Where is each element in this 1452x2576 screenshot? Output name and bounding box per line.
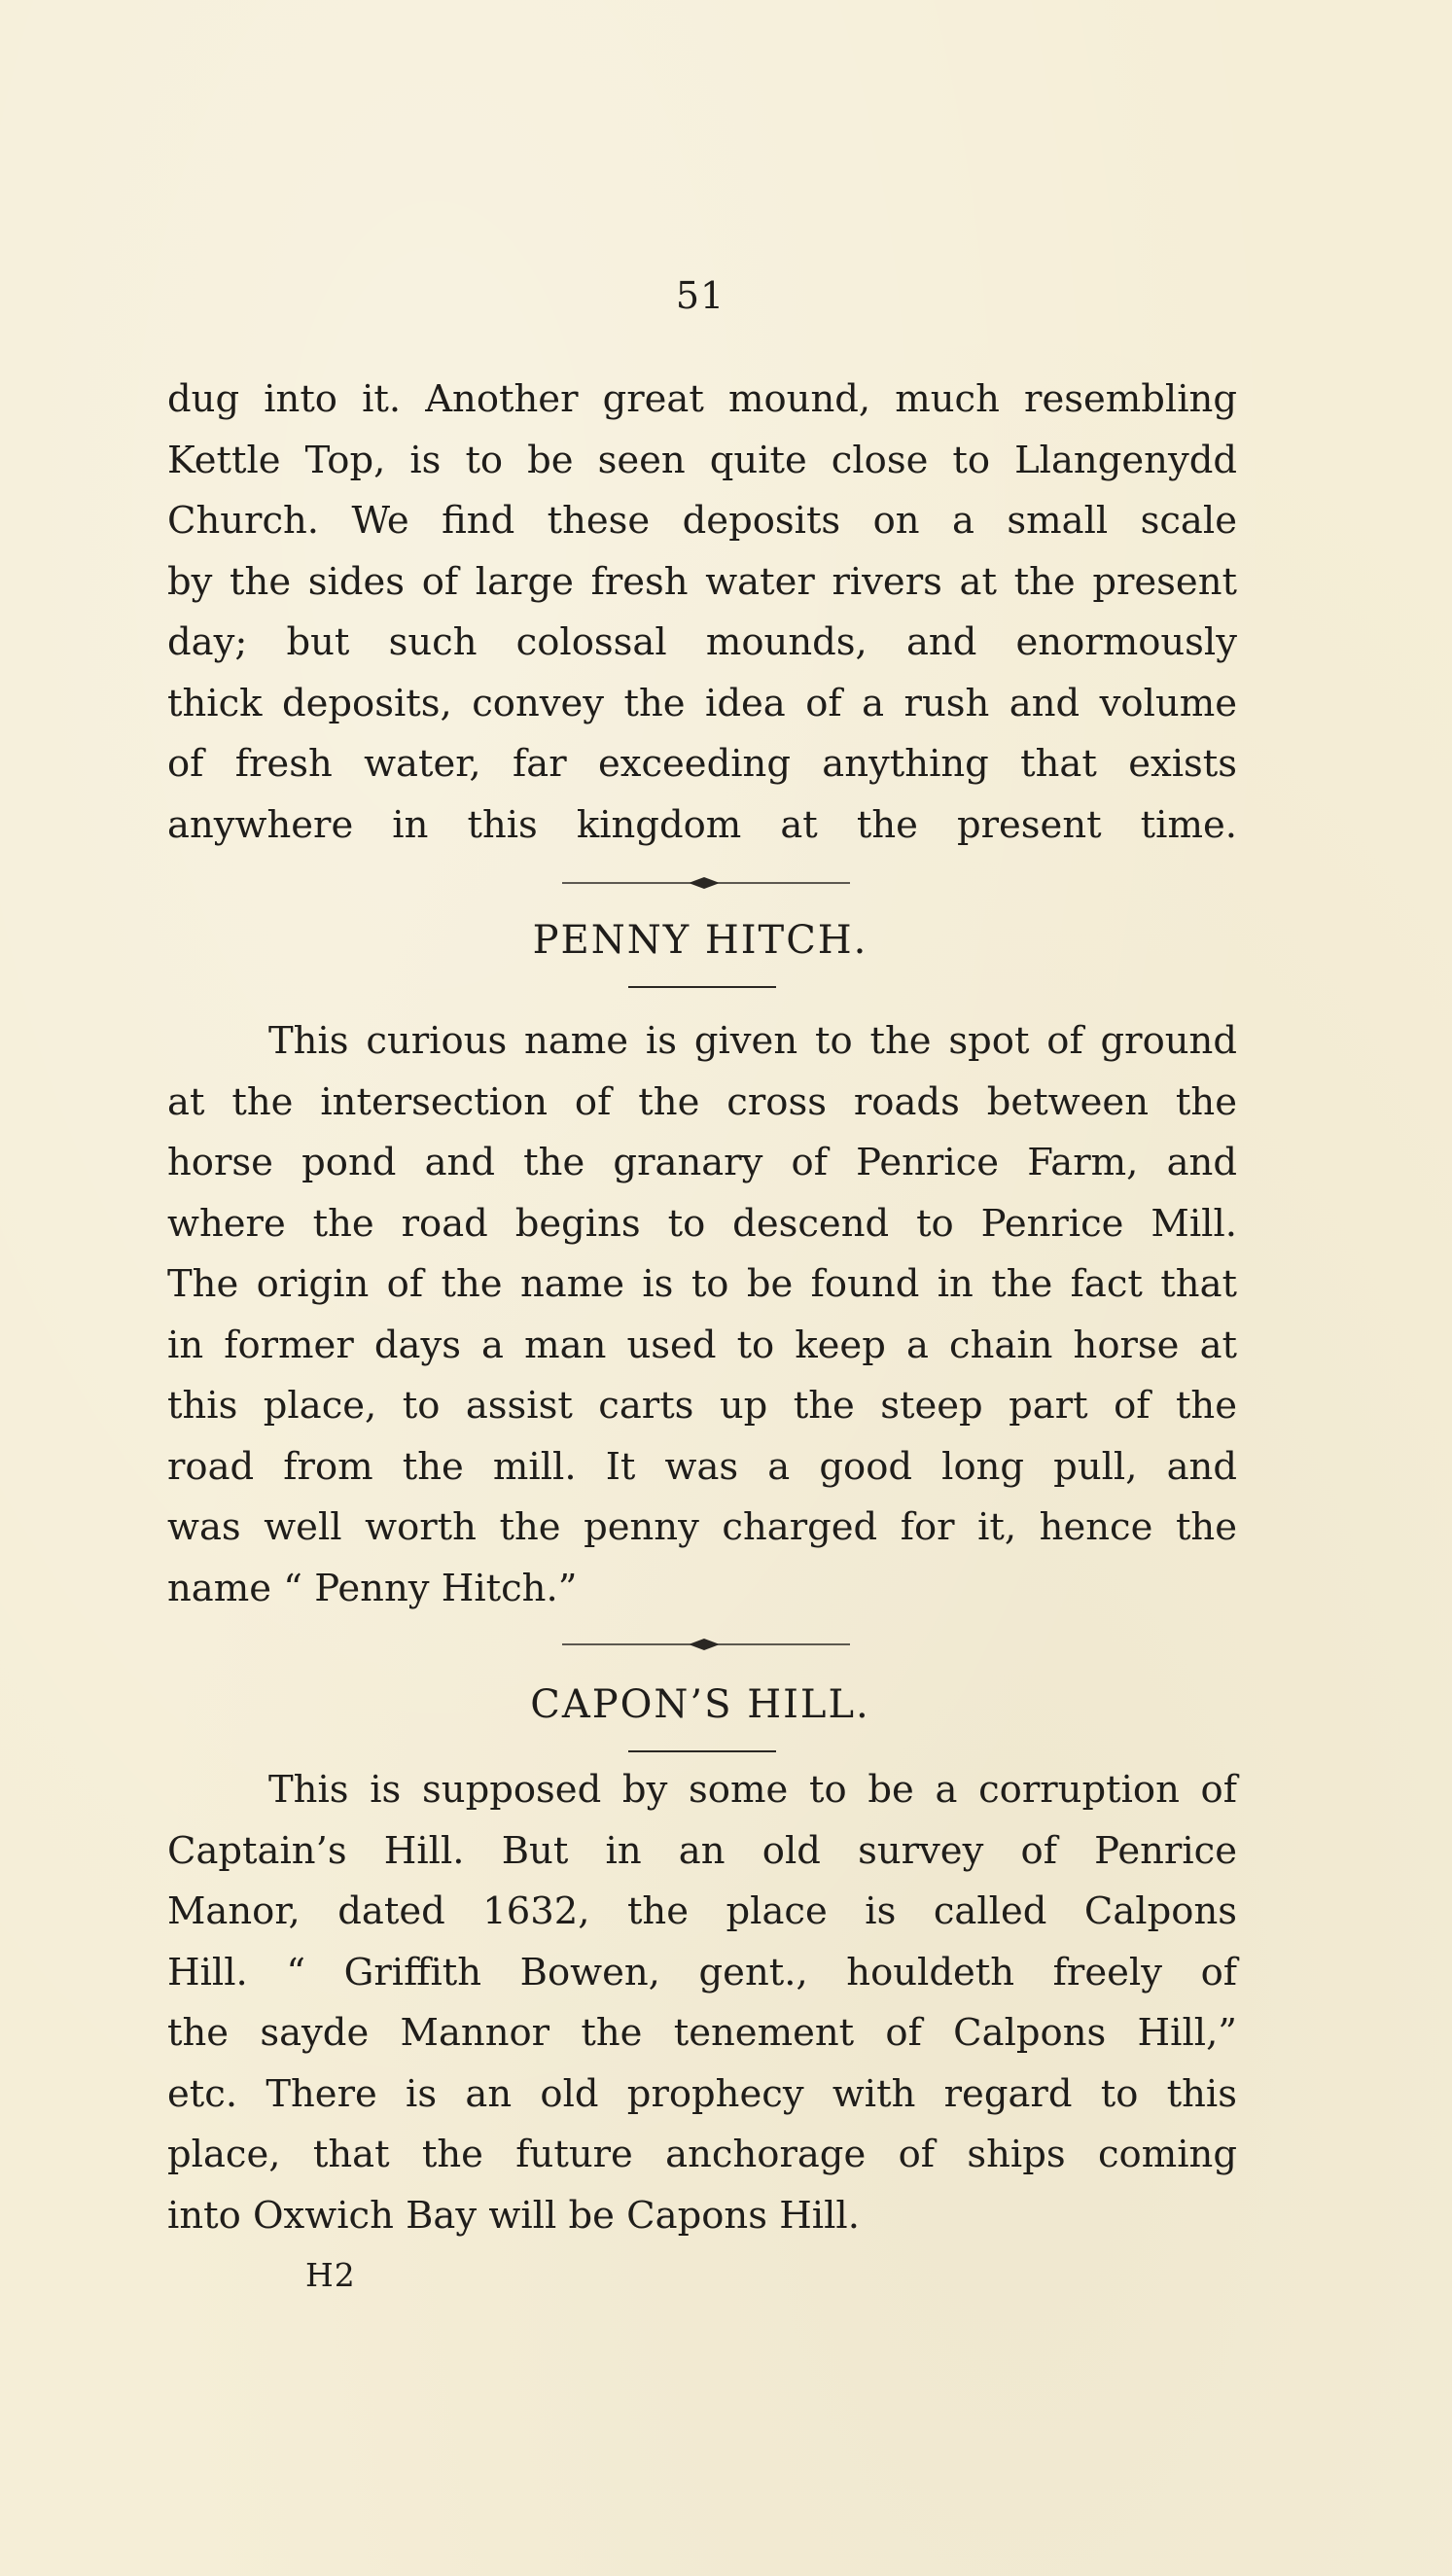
ornamental-separator — [562, 875, 850, 891]
penny-hitch-paragraph — [167, 1011, 1237, 1619]
text-line: day; but such colossal mounds, and enormously — [167, 620, 1237, 664]
text-line: thick deposits, convey the idea of a rush and volume — [167, 681, 1237, 725]
text-line: the sayde Mannor the tenement of Calpons Hill,” — [167, 2011, 1237, 2055]
intro-paragraph — [167, 370, 1237, 856]
text-line: This curious name is given to the spot of ground — [268, 1019, 1237, 1063]
text-line: was well worth the penny charged for it, hence the — [167, 1505, 1237, 1549]
text-line: place, that the future anchorage of ships coming — [167, 2133, 1237, 2176]
page-number: 51 — [675, 274, 726, 317]
text-line: at the intersection of the cross roads between the — [167, 1079, 1237, 1124]
text-line: This is supposed by some to be a corruption of — [268, 1768, 1237, 1812]
ornamental-separator — [562, 1637, 850, 1652]
text-line: The origin of the name is to be found in the fact that — [167, 1262, 1237, 1306]
diamond-rule-icon — [562, 875, 850, 891]
text-line: Hill. “ Griffith Bowen, gent., houldeth freely of — [167, 1950, 1237, 1994]
text-line: etc. There is an old prophecy with regard to this — [167, 2071, 1237, 2116]
heading-underline — [628, 1750, 776, 1752]
text-line: name “ Penny Hitch.” — [167, 1566, 578, 1610]
section-heading-penny-hitch: PENNY HITCH. — [532, 918, 868, 963]
text-line: by the sides of large fresh water rivers at the present — [167, 559, 1237, 604]
text-line: road from the mill. It was a good long pull, and — [167, 1444, 1237, 1489]
text-line: horse pond and the granary of Penrice Farm, and — [167, 1141, 1237, 1184]
text-line: anywhere in this kingdom at the present time. — [167, 802, 1237, 847]
text-line: of fresh water, far exceeding anything that exists — [167, 742, 1237, 786]
capons-hill-paragraph — [167, 1760, 1237, 2246]
text-line: where the road begins to descend to Penrice Mill. — [167, 1201, 1237, 1246]
text-line: in former days a man used to keep a chain horse at — [167, 1323, 1237, 1367]
text-line: dug into it. Another great mound, much resembling — [167, 377, 1237, 421]
text-line: Captain’s Hill. But in an old survey of Penrice — [167, 1828, 1237, 1873]
text-line: this place, to assist carts up the steep part of the — [167, 1384, 1237, 1428]
text-line: into Oxwich Bay will be Capons Hill. — [167, 2193, 860, 2238]
diamond-rule-icon — [562, 1637, 850, 1652]
text-line: Manor, dated 1632, the place is called Calpons — [167, 1889, 1237, 1933]
signature-mark: H2 — [305, 2256, 356, 2294]
heading-underline — [628, 986, 776, 988]
text-line: Kettle Top, is to be seen quite close to Llangenydd — [167, 438, 1237, 482]
section-heading-capons-hill: CAPON’S HILL. — [530, 1682, 870, 1727]
text-line: Church. We find these deposits on a small scale — [167, 499, 1237, 543]
